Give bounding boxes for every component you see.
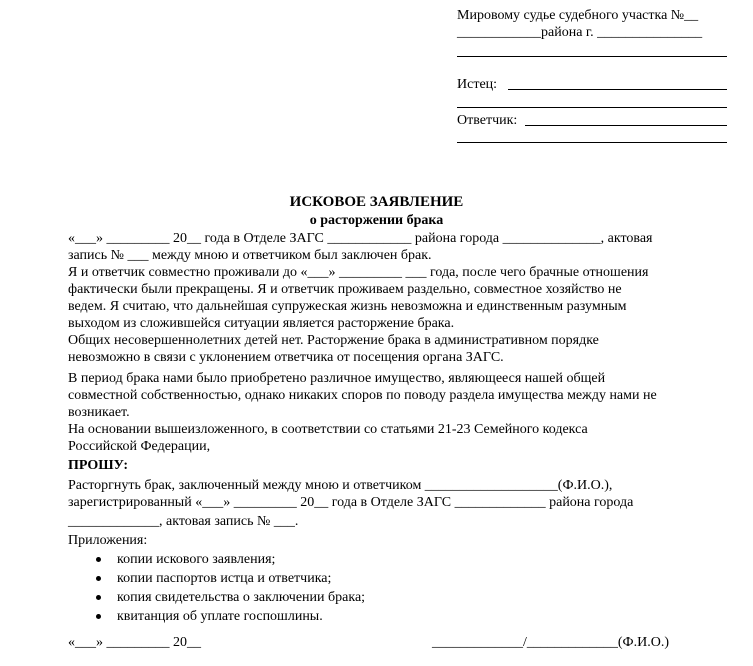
defendant-line — [525, 125, 727, 126]
bullet-icon — [96, 614, 101, 619]
request-line: зарегистрированный «___» _________ 20__ года в Отделе ЗАГС _____________ района города — [68, 495, 634, 510]
body-line: фактически были прекращены. Я и ответчик проживаем раздельно, совместное хозяйство не — [68, 282, 622, 297]
attachments-label: Приложения: — [68, 533, 148, 548]
document-title: ИСКОВОЕ ЗАЯВЛЕНИЕ — [289, 194, 464, 210]
footer-date: «___» _________ 20__ — [68, 635, 201, 650]
body-line: возникает. — [68, 405, 130, 420]
plaintiff-line — [508, 89, 727, 90]
attachment-item: копия свидетельства о заключении брака; — [117, 590, 366, 605]
body-line: В период брака нами было приобретено различное имущество, являющееся нашей общей — [68, 371, 606, 386]
request-heading: ПРОШУ: — [68, 458, 129, 473]
recipient-line-1: Мировому судье судебного участка №__ — [457, 8, 699, 23]
body-line: невозможно в связи с уклонением ответчика от посещения органа ЗАГС. — [68, 350, 504, 365]
blank-line — [457, 107, 727, 108]
bullet-icon — [96, 576, 101, 581]
body-line: Я и ответчик совместно проживали до «___» _________ ___ года, после чего брачные отношения — [68, 265, 649, 280]
blank-line — [457, 56, 727, 57]
body-line: Общих несовершеннолетних детей нет. Расторжение брака в административном порядке — [68, 333, 599, 348]
bullet-icon — [96, 557, 101, 562]
recipient-line-2: ____________района г. _______________ — [457, 25, 703, 40]
body-line: ведем. Я считаю, что дальнейшая супружеская жизнь невозможна и единственным разумным — [68, 299, 627, 314]
body-line: Российской Федерации, — [68, 439, 211, 454]
document-subtitle: о расторжении брака — [309, 213, 444, 228]
request-line: _____________, актовая запись № ___. — [68, 514, 299, 529]
body-line: На основании вышеизложенного, в соответствии со статьями 21-23 Семейного кодекса — [68, 422, 588, 437]
body-line: выходом из сложившейся ситуации является расторжение брака. — [68, 316, 455, 331]
body-line: «___» _________ 20__ года в Отделе ЗАГС ____________ района города ______________, актовая — [68, 231, 653, 246]
plaintiff-label: Истец: — [457, 77, 498, 92]
body-line: совместной собственностью, однако никаких споров по поводу раздела имущества между нами не — [68, 388, 657, 403]
request-line: Расторгнуть брак, заключенный между мною и ответчиком ___________________(Ф.И.О.), — [68, 478, 613, 493]
attachment-item: копии искового заявления; — [117, 552, 276, 567]
attachment-item: квитанция об уплате госпошлины. — [117, 609, 323, 624]
attachment-item: копии паспортов истца и ответчика; — [117, 571, 332, 586]
body-line: запись № ___ между мною и ответчиком был заключен брак. — [68, 248, 432, 263]
footer-signature: _____________/_____________(Ф.И.О.) — [432, 635, 669, 650]
defendant-label: Ответчик: — [457, 113, 518, 128]
bullet-icon — [96, 595, 101, 600]
blank-line — [457, 142, 727, 143]
